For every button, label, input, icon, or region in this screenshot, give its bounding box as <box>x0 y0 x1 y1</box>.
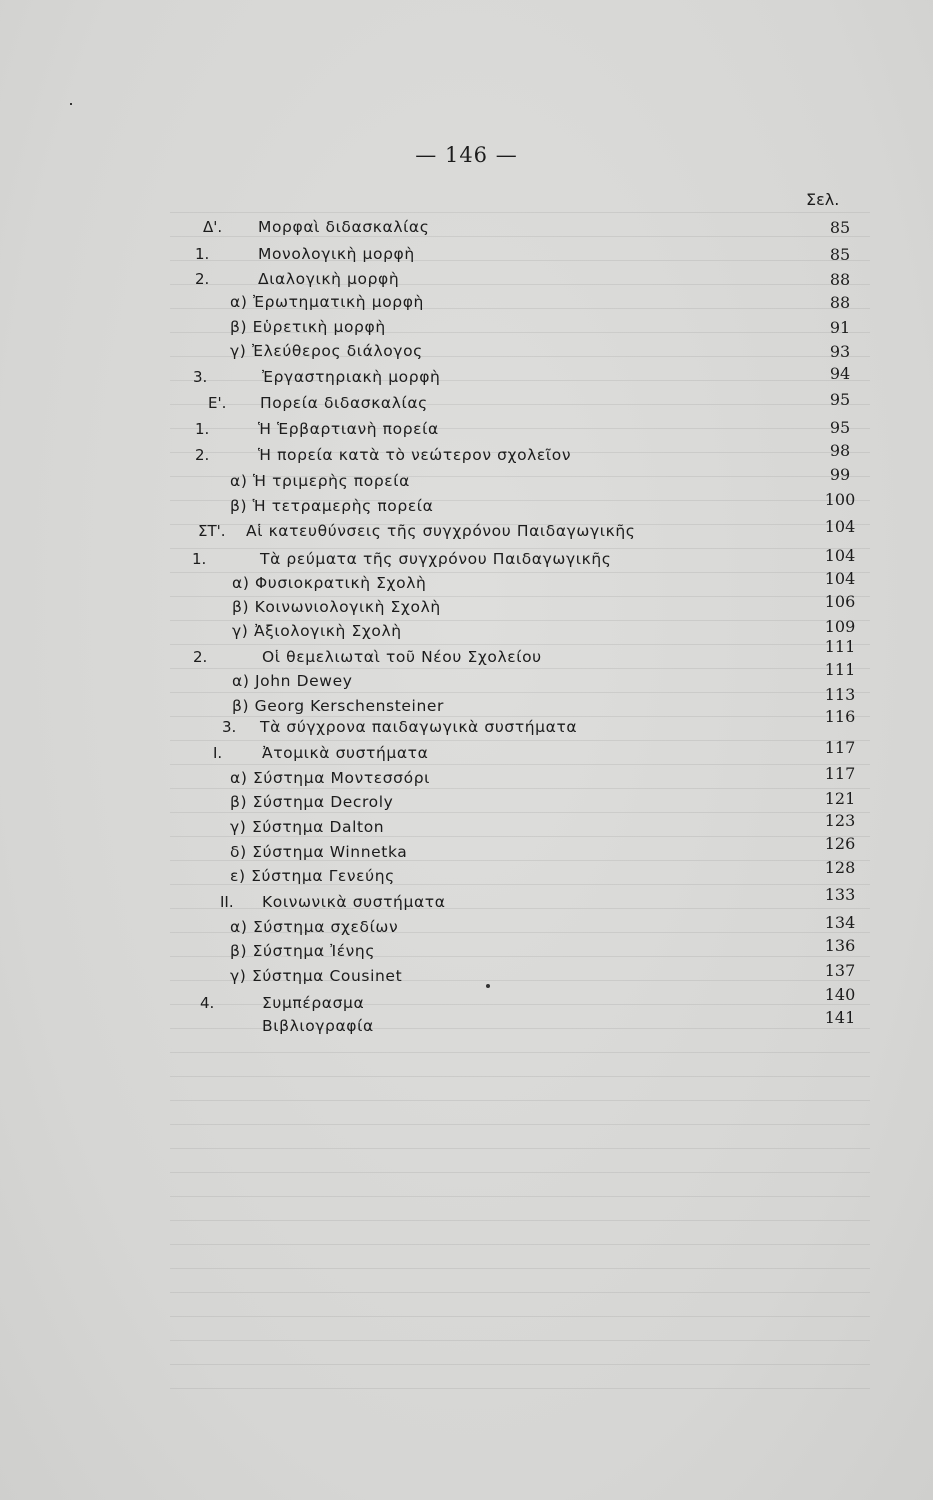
toc-entry-title: α) Σύστημα σχεδίων <box>230 918 399 936</box>
pages-column-header: Σελ. <box>806 190 840 209</box>
toc-entry <box>0 617 933 646</box>
ink-speck <box>70 103 72 105</box>
toc-entry <box>0 546 933 574</box>
toc-entry-page: 116 <box>824 707 856 726</box>
toc-entry-page: 128 <box>824 858 856 877</box>
toc-entry <box>0 342 933 366</box>
toc-entry-title: Κοινωνικὰ συστήματα <box>262 893 446 911</box>
toc-entry-title: γ) Ἐλεύθερος διάλογος <box>230 342 423 360</box>
toc-entry <box>0 218 933 242</box>
toc-entry-page: 123 <box>824 811 856 830</box>
toc-entry-page: 117 <box>824 764 856 783</box>
toc-entry-title: Αἱ κατευθύνσεις τῆς συγχρόνου Παιδαγωγικῆς <box>246 522 636 540</box>
toc-entry-page: 95 <box>829 390 851 409</box>
toc-entry <box>0 318 933 342</box>
toc-entry-page: 99 <box>829 465 851 484</box>
toc-entry <box>0 592 933 622</box>
toc-entry-title: Διαλογικὴ μορφὴ <box>258 270 400 288</box>
toc-entry <box>0 517 933 546</box>
toc-entry <box>0 936 933 966</box>
toc-entry <box>0 789 933 817</box>
toc-entry <box>0 764 933 793</box>
toc-entry <box>0 858 933 891</box>
toc-entry <box>0 985 933 1018</box>
toc-entry-number: I. <box>213 744 223 762</box>
toc-entry-title: Μονολογικὴ μορφὴ <box>258 245 415 263</box>
toc-entry-number: 3. <box>193 368 208 386</box>
toc-entry <box>0 707 933 742</box>
toc-entry-page: 85 <box>829 245 851 264</box>
toc-entry-page: 104 <box>824 569 856 588</box>
toc-entry-title: β) Georg Kerschensteiner <box>232 697 444 715</box>
toc-entry-title: γ) Σύστημα Cousinet <box>230 967 403 985</box>
toc-entry <box>0 660 933 696</box>
toc-entry-number: 1. <box>195 245 210 263</box>
toc-entry-title: Ἡ Ἑρβαρτιανὴ πορεία <box>258 420 439 438</box>
toc-entry <box>0 569 933 598</box>
toc-entry-title: β) Κοινωνιολογικὴ Σχολὴ <box>232 598 441 616</box>
toc-entry <box>0 637 933 672</box>
toc-entry-number: Δ'. <box>203 218 223 236</box>
toc-entry-title: α) Ἡ τριμερὴς πορεία <box>230 472 410 490</box>
toc-entry-title: Συμπέρασμα <box>262 994 365 1012</box>
toc-entry <box>0 738 933 768</box>
toc-entry-title: Ἡ πορεία κατὰ τὸ νεώτερον σχολεῖον <box>258 446 572 464</box>
toc-entry-title: β) Ἡ τετραμερὴς πορεία <box>230 497 434 515</box>
toc-entry-number: 1. <box>195 420 210 438</box>
toc-entry-number: ΣΤ'. <box>198 522 226 540</box>
toc-entry-number: 2. <box>195 270 210 288</box>
toc-entry-title: Τὰ σύγχρονα παιδαγωγικὰ συστήματα <box>260 718 578 736</box>
toc-entry-page: 137 <box>824 961 856 980</box>
toc-entry-page: 95 <box>829 418 851 437</box>
toc-entry-title: Πορεία διδασκαλίας <box>260 394 428 412</box>
toc-entry-number: 4. <box>200 994 215 1012</box>
toc-entry <box>0 293 933 317</box>
toc-entry-title: β) Εὑρετικὴ μορφὴ <box>230 318 386 336</box>
toc-entry <box>0 270 933 294</box>
toc-entry-title: α) Ἐρωτηματικὴ μορφὴ <box>230 293 424 311</box>
toc-entry-page: 109 <box>824 617 856 636</box>
toc-entry-page: 121 <box>824 789 856 808</box>
toc-entry-number: II. <box>220 893 234 911</box>
toc-entry-page: 85 <box>829 218 851 237</box>
toc-entry-page: 106 <box>824 592 856 611</box>
toc-entry-title: Οἱ θεμελιωταὶ τοῦ Νέου Σχολείου <box>262 648 542 666</box>
toc-entry-title: Ἐργαστηριακὴ μορφὴ <box>262 368 441 386</box>
toc-entry <box>0 490 933 521</box>
toc-entry-page: 113 <box>824 685 856 704</box>
toc-entry-page: 88 <box>829 270 851 289</box>
toc-entry-page: 88 <box>829 293 851 312</box>
toc-entry-title: Τὰ ρεύματα τῆς συγχρόνου Παιδαγωγικῆς <box>260 550 612 568</box>
toc-entry-number: 2. <box>195 446 210 464</box>
toc-entry-page: 100 <box>824 490 856 509</box>
toc-entry-number: 3. <box>222 718 237 736</box>
toc-entry-page: 93 <box>829 342 851 361</box>
toc-entry <box>0 913 933 942</box>
toc-entry <box>0 885 933 917</box>
toc-entry-page: 117 <box>824 738 856 757</box>
toc-entry-page: 111 <box>824 637 856 656</box>
toc-entry <box>0 811 933 842</box>
toc-entry-page: 104 <box>824 517 856 536</box>
toc-entry-title: Ἀτομικὰ συστήματα <box>262 744 429 762</box>
toc-entry <box>0 465 933 496</box>
toc-entry-title: β) Σύστημα Ἰένης <box>230 942 376 960</box>
page-number: — 146 — <box>415 143 518 167</box>
toc-entry-page: 141 <box>824 1008 856 1027</box>
toc-entry-title: Μορφαὶ διδασκαλίας <box>258 218 430 236</box>
toc-entry-title: α) John Dewey <box>232 672 353 690</box>
toc-entry-title: γ) Σύστημα Dalton <box>230 818 385 836</box>
toc-entry-page: 94 <box>829 364 851 383</box>
toc-entry-title: δ) Σύστημα Winnetka <box>230 843 408 861</box>
toc-entry <box>0 420 933 444</box>
toc-entry-page: 98 <box>829 441 851 460</box>
stray-dot <box>486 984 490 988</box>
toc-entry <box>0 245 933 269</box>
toc-entry-number: Ε'. <box>208 394 227 412</box>
toc-entry-title: ε) Σύστημα Γενεύης <box>230 867 395 885</box>
toc-entry-title: γ) Ἀξιολογικὴ Σχολὴ <box>232 622 402 640</box>
toc-entry <box>0 961 933 991</box>
toc-entry-number: 1. <box>192 550 207 568</box>
toc-entry-page: 140 <box>824 985 856 1004</box>
toc-entry <box>0 364 933 392</box>
toc-entry <box>0 441 933 470</box>
toc-entry-title: Βιβλιογραφία <box>262 1017 374 1035</box>
toc-entry-page: 104 <box>824 546 856 565</box>
toc-entry-number: 2. <box>193 648 208 666</box>
toc-entry <box>0 1008 933 1041</box>
toc-entry-page: 111 <box>824 660 856 679</box>
toc-entry-title: α) Φυσιοκρατικὴ Σχολὴ <box>232 574 427 592</box>
toc-entry-title: α) Σύστημα Μοντεσσόρι <box>230 769 430 787</box>
toc-entry-page: 134 <box>824 913 856 932</box>
toc-entry <box>0 390 933 418</box>
toc-entry-page: 133 <box>824 885 856 904</box>
toc-entry-page: 126 <box>824 834 856 853</box>
toc-entry-page: 91 <box>829 318 851 337</box>
toc-entry <box>0 834 933 867</box>
toc-entry-title: β) Σύστημα Decroly <box>230 793 394 811</box>
toc-entry-page: 136 <box>824 936 856 955</box>
